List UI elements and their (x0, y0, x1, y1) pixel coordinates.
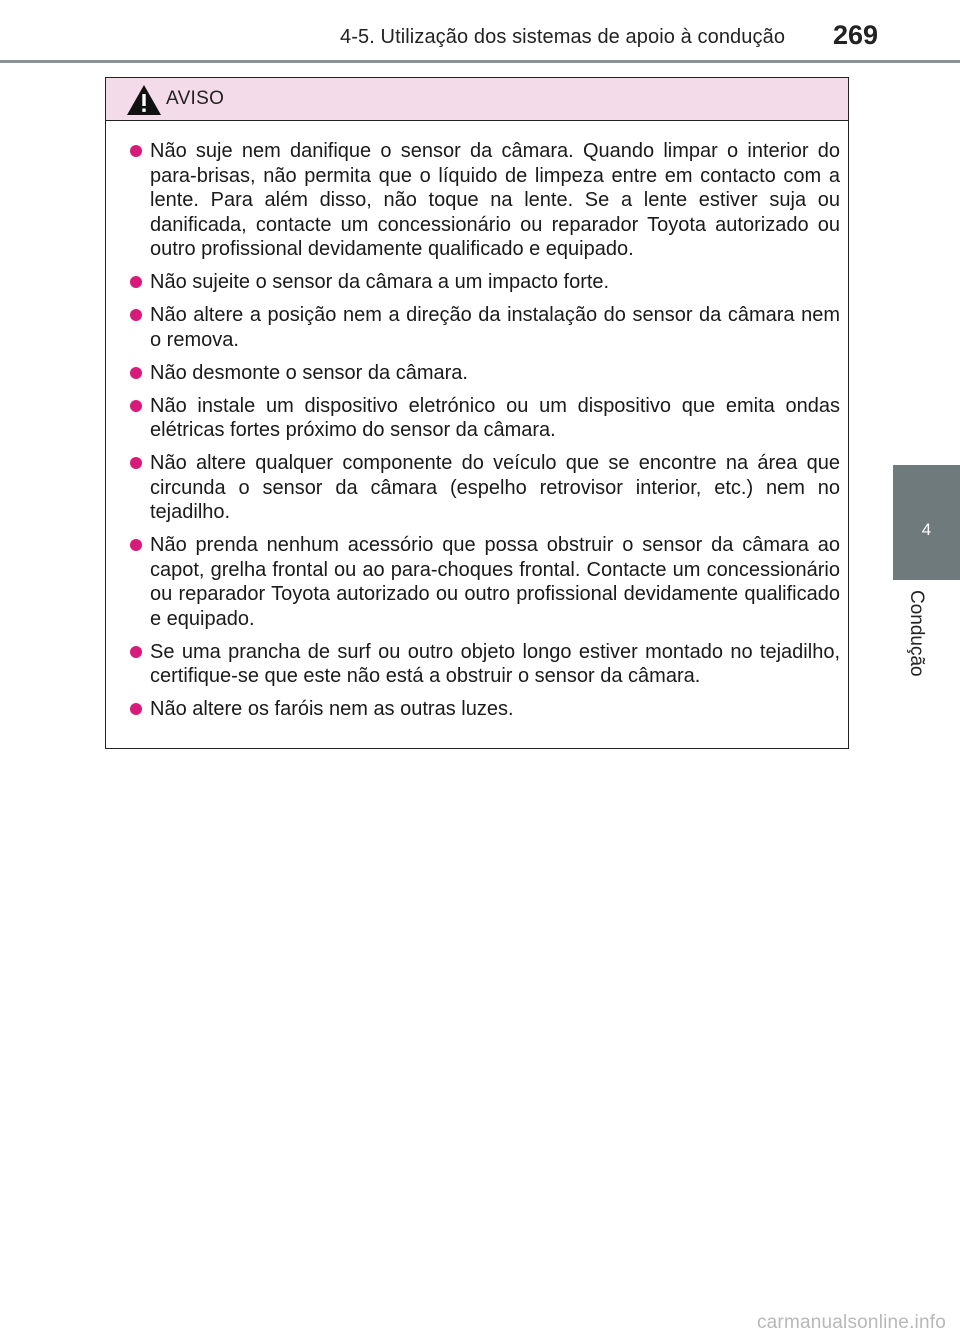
bullet-icon (130, 367, 142, 379)
warning-item (130, 270, 840, 295)
page-number: 269 (833, 20, 879, 50)
warning-item-text: Não suje nem danifique o sensor da câmara. Quando limpar o interior do para-brisas, não permita que o líquido de limpeza entre em contacto com a lente. Para além disso, não toque na lente. Se a lente estiver suja ou danificada, contacte um concessionário ou reparador Toyota autorizado ou outro profissional devidamente qualificado e equipado. (150, 140, 840, 260)
warning-item-text: Não altere a posição nem a direção da instalação do sensor da câmara nem o remova. (150, 304, 840, 351)
warning-item-text: Se uma prancha de surf ou outro objeto longo estiver montado no tejadilho, certifique-se que este não está a obstruir o sensor da câmara. (150, 640, 840, 687)
warning-item (130, 640, 840, 689)
warning-item (130, 697, 840, 722)
bullet-icon (130, 276, 142, 288)
warning-item-text: Não sujeite o sensor da câmara a um impacto forte. (150, 271, 610, 293)
warning-item (130, 361, 840, 386)
warning-item-text: Não instale um dispositivo eletrónico ou um dispositivo que emita ondas elétricas fortes próximo do sensor da câmara. (150, 394, 840, 441)
watermark: carmanualsonline.info (756, 1312, 946, 1333)
warning-title: AVISO (166, 88, 225, 109)
bullet-icon (130, 646, 142, 658)
bullet-icon (130, 539, 142, 551)
bullet-icon (130, 400, 142, 412)
bullet-icon (130, 703, 142, 715)
warning-item-text: Não altere os faróis nem as outras luzes. (150, 698, 514, 720)
warning-item (130, 451, 840, 525)
chapter-tab (893, 465, 960, 580)
warning-header (106, 78, 848, 121)
warning-item (130, 303, 840, 352)
warning-item-text: Não desmonte o sensor da câmara. (150, 361, 468, 384)
warning-list (106, 121, 848, 722)
warning-item-text: Não prenda nenhum acessório que possa obstruir o sensor da câmara ao capot, grelha frontal ou ao para-choques frontal. Contacte um concessionário ou reparador Toyota autorizado ou outro profissional devidamente qualificado e equipado. (150, 534, 840, 630)
bullet-icon (130, 457, 142, 469)
bullet-icon (130, 309, 142, 321)
warning-item (130, 394, 840, 443)
warning-item (130, 533, 840, 631)
section-title: 4-5. Utilização dos sistemas de apoio à condução (340, 26, 786, 48)
warning-box (105, 77, 849, 749)
warning-item-text: Não altere qualquer componente do veículo que se encontre na área que circunda o sensor da câmara (espelho retrovisor interior, etc.) nem no tejadilho. (150, 452, 840, 523)
chapter-number: 4 (921, 520, 932, 539)
chapter-label: Condução (906, 590, 927, 677)
warning-item (130, 139, 840, 262)
header-divider (0, 60, 960, 63)
bullet-icon (130, 145, 142, 157)
warning-triangle-icon (126, 84, 162, 116)
